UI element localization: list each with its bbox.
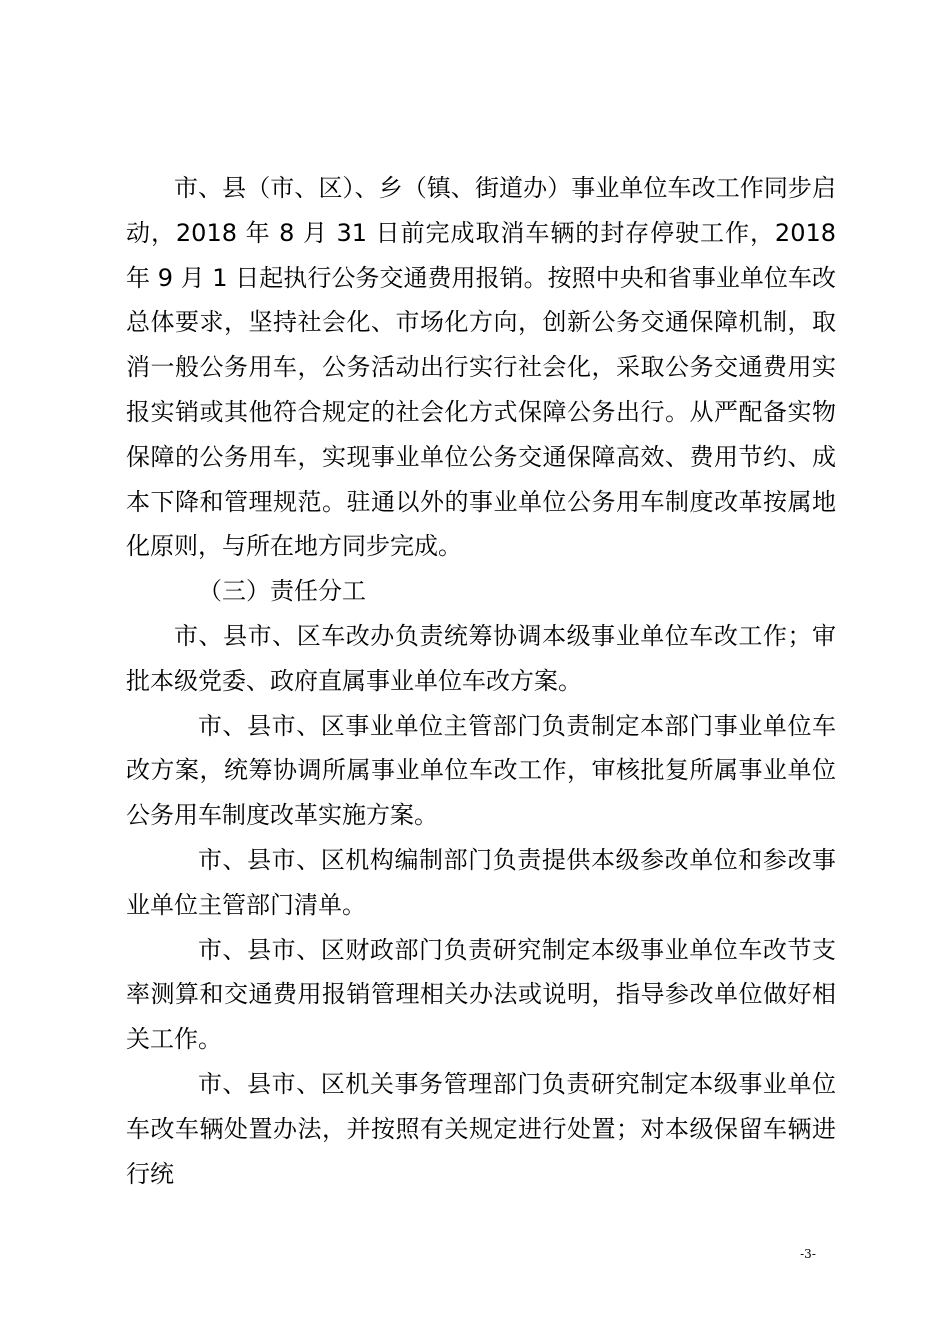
paragraph-reform-office: 市、县市、区车改办负责统筹协调本级事业单位车改工作；审批本级党委、政府直属事业单位车改方案。 — [126, 621, 836, 695]
paragraph-finance-departments: 市、县市、区财政部门负责研究制定本级事业单位车改节支率测算和交通费用报销管理相关办法或说明，指导参改单位做好相关工作。 — [126, 935, 836, 1054]
paragraph-reform-timeline: 市、县（市、区）、乡（镇、街道办）事业单位车改工作同步启动，2018 年 8 月 31 日前完成取消车辆的封存停驶工作，2018 年 9 月 1 日起执行公务交通费用报销。按照中央和省事业单位车改总体要求，坚持社会化、市场化方向，创新公务交通保障机制，取消一般公务用车，公务活动出行实行社会化，采取公务交通费用实报实销或其他符合规定的社会化方式保障公务出行。从严配备实物保障的公务用车，实现事业单位公务交通保障高效、费用节约、成本下降和管理规范。驻通以外的事业单位公务用车制度改革按属地化原则，与所在地方同步完成。 — [126, 174, 836, 561]
document-body — [126, 166, 836, 1196]
section-heading-responsibilities: （三）责任分工 — [198, 577, 366, 606]
paragraph-staffing-departments: 市、县市、区机构编制部门负责提供本级参改单位和参改事业单位主管部门清单。 — [126, 845, 836, 919]
page-number: -3- — [800, 1247, 816, 1261]
paragraph-affairs-management: 市、县市、区机关事务管理部门负责研究制定本级事业单位车改车辆处置办法，并按照有关规定进行处置；对本级保留车辆进行统 — [126, 1069, 836, 1188]
paragraph-competent-departments: 市、县市、区事业单位主管部门负责制定本部门事业单位车改方案，统筹协调所属事业单位车改工作，审核批复所属事业单位公务用车制度改革实施方案。 — [126, 711, 836, 830]
